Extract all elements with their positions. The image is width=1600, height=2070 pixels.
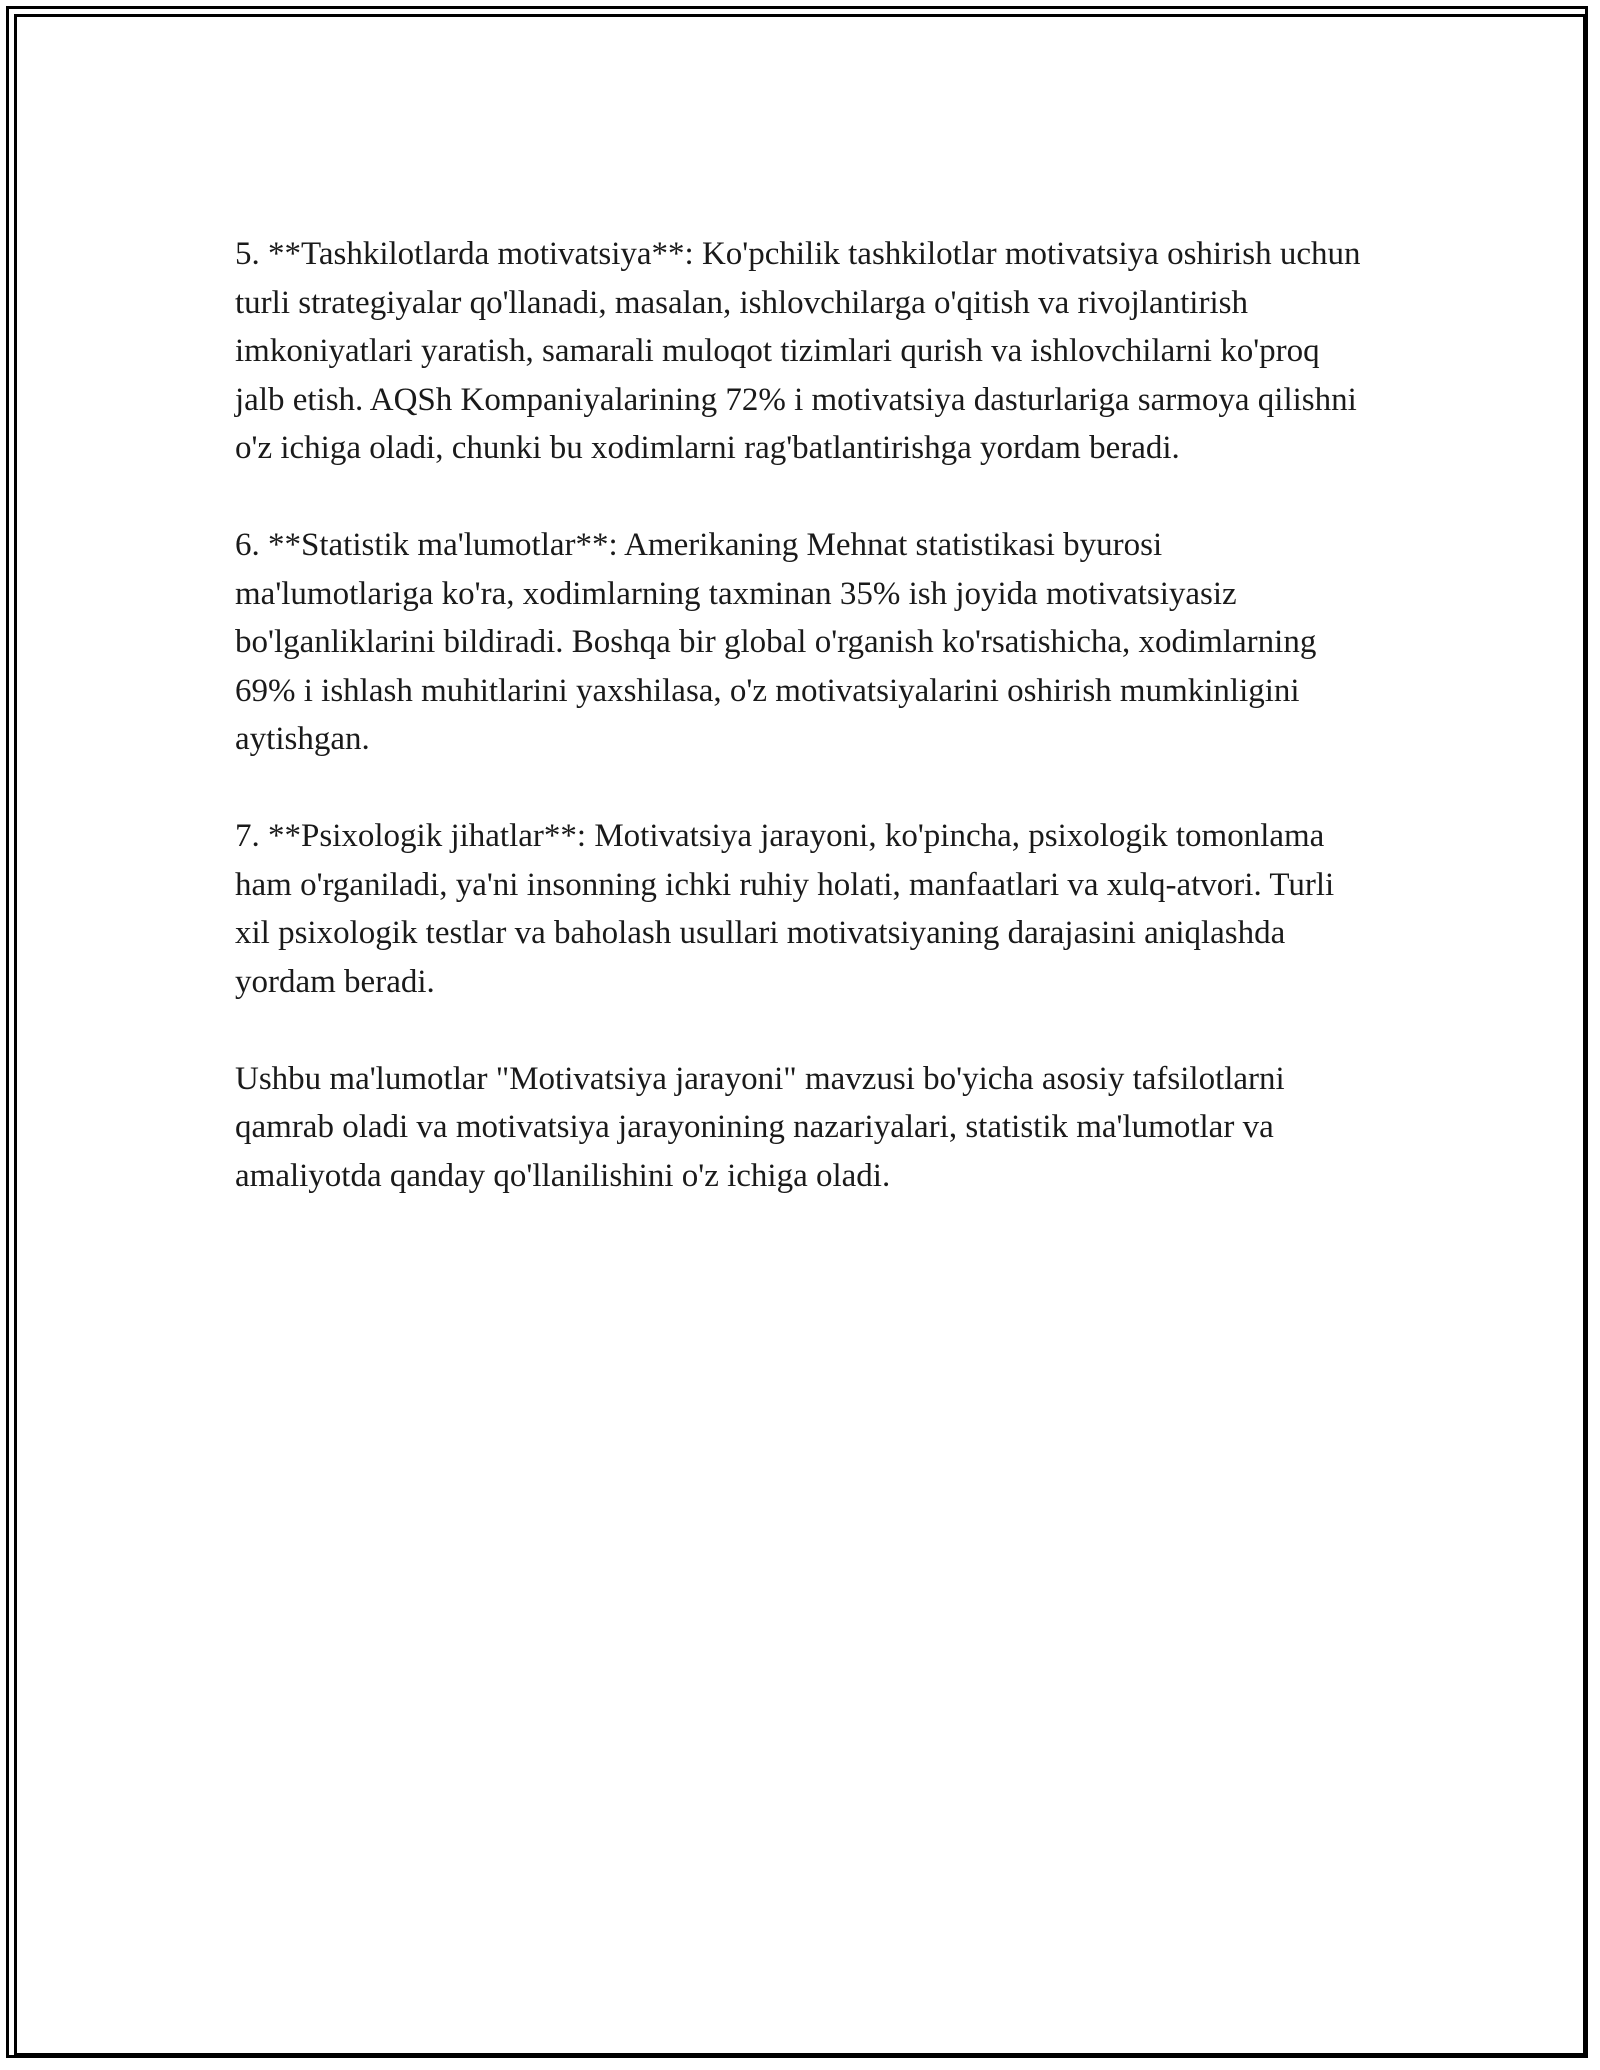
paragraph-statistics: 6. **Statistik ma'lumotlar**: Amerikaning Mehnat statistikasi byurosi ma'lumotlariga ko'ra, xodimlarning taxminan 35% ish joyida motivatsiyasiz bo'lganliklarini bildiradi. Boshqa bir global o'rganish ko'rsatishicha, xodimlarning 69% i ishlash muhitlarini yaxshilasa, o'z motivatsiyalarini oshirish mumkinligini aytishgan. xyxy=(235,527,1317,757)
paragraph-psychological-aspects: 7. **Psixologik jihatlar**: Motivatsiya jarayoni, ko'pincha, psixologik tomonlama ham o'rganiladi, ya'ni insonning ichki ruhiy holati, manfaatlari va xulq-atvori. Turli xil psixologik testlar va baholash usullari motivatsiyaning darajasini aniqlashda yordam beradi. xyxy=(235,818,1335,1000)
document-body xyxy=(235,230,1365,1249)
paragraph-summary: Ushbu ma'lumotlar "Motivatsiya jarayoni" mavzusi bo'yicha asosiy tafsilotlarni qamrab oladi va motivatsiya jarayonining nazariyalari, statistik ma'lumotlar va amaliyotda qanday qo'llanilishini o'z ichiga oladi. xyxy=(235,1060,1285,1194)
paragraph-organizational-motivation: 5. **Tashkilotlarda motivatsiya**: Ko'pchilik tashkilotlar motivatsiya oshirish uchun turli strategiyalar qo'llanadi, masalan, ishlovchilarga o'qitish va rivojlantirish imkoniyatlari yaratish, samarali muloqot tizimlari qurish va ishlovchilarni ko'proq jalb etish. AQSh Kompaniyalarining 72% i motivatsiya dasturlariga sarmoya qilishni o'z ichiga oladi, chunki bu xodimlarni rag'batlantirishga yordam beradi. xyxy=(235,236,1361,466)
